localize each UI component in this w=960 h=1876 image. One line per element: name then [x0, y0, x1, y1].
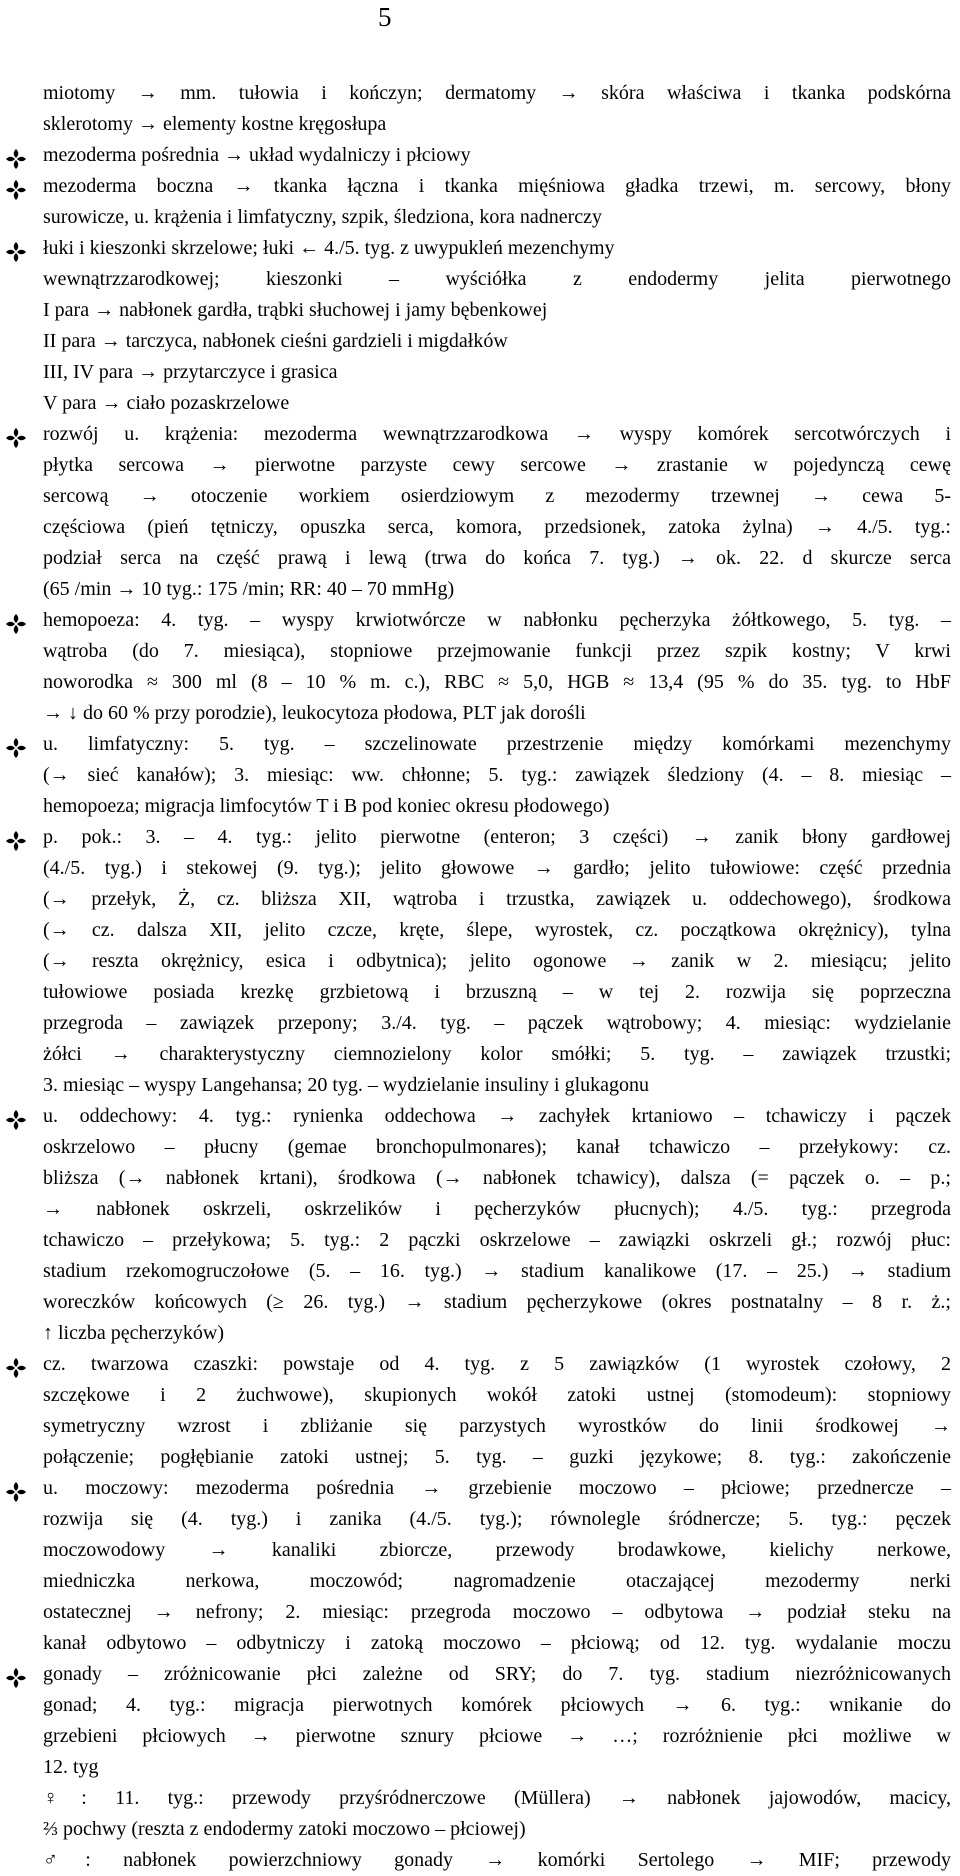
line-text: płytka sercowa → pierwotne parzyste cewy sercowe → zrastanie w pojedynczą cewę	[43, 454, 951, 476]
line-text: III, IV para → przytarczyce i grasica	[43, 361, 338, 383]
text-line	[0, 1039, 951, 1070]
line-text: przegroda – zawiązek przepony; 3./4. tyg. – pączek wątrobowy; 4. miesiąc: wydzielanie	[43, 1012, 951, 1034]
text-line	[0, 977, 951, 1008]
text-line	[0, 481, 951, 512]
line-text: rozwija się (4. tyg.) i zanika (4./5. tyg.); równolegle śródnercze; 5. tyg.: pęczek	[43, 1508, 951, 1530]
text-line	[0, 1659, 951, 1690]
text-line	[0, 1504, 951, 1535]
text-line	[0, 667, 951, 698]
text-line	[0, 1194, 951, 1225]
text-line	[0, 357, 960, 388]
line-text: (→ cz. dalsza XII, jelito czcze, kręte, ślepe, wyrostek, cz. początkowa okrężnicy), tylna	[43, 919, 951, 941]
text-line	[0, 791, 960, 822]
text-line	[0, 574, 960, 605]
diamond-bullet-icon	[5, 427, 27, 449]
line-text: V para → ciało pozaskrzelowe	[43, 392, 290, 414]
line-text: → ↓ do 60 % przy porodzie), leukocytoza płodowa, PLT jak dorośli	[43, 702, 586, 724]
text-line	[0, 1597, 951, 1628]
diamond-bullet-icon	[5, 1667, 27, 1689]
text-line	[0, 233, 960, 264]
diamond-bullet-icon	[5, 1357, 27, 1379]
text-line	[0, 109, 960, 140]
text-line	[0, 419, 951, 450]
line-text: 12. tyg	[43, 1756, 99, 1778]
text-line	[0, 1442, 951, 1473]
line-text: mezoderma pośrednia → układ wydalniczy i płciowy	[43, 144, 471, 166]
line-text: żółci → charakterystyczny ciemnozielony kolor smółki; 5. tyg. – zawiązek trzustki;	[43, 1043, 951, 1065]
page-number: 5	[378, 2, 392, 32]
text-line	[0, 1349, 951, 1380]
diamond-bullet-icon	[5, 613, 27, 635]
text-line	[0, 1752, 960, 1783]
text-line	[0, 946, 951, 977]
text-line	[0, 1287, 951, 1318]
line-text: wątroba (do 7. miesiąca), stopniowe przejmowanie funkcji przez szpik kostny; V krwi	[43, 640, 951, 662]
line-text: ♀: 11. tyg.: przewody przyśródnerczowe (Müllera) → nabłonek jajowodów, macicy,	[43, 1787, 951, 1809]
text-line	[0, 1814, 960, 1845]
line-text: łuki i kieszonki skrzelowe; łuki ← 4./5. tyg. z uwypukleń mezenchymy	[43, 237, 615, 259]
text-line	[0, 698, 960, 729]
line-text: I para → nabłonek gardła, trąbki słuchowej i jamy bębenkowej	[43, 299, 548, 321]
text-line	[0, 1225, 951, 1256]
line-text: symetryczny wzrost i zbliżanie się parzystych wyrostków do linii środkowej →	[43, 1415, 951, 1437]
line-text: p. pok.: 3. – 4. tyg.: jelito pierwotne (enteron; 3 części) → zanik błony gardłowej	[43, 826, 951, 848]
text-line	[0, 1721, 951, 1752]
line-text: 3. miesiąc – wyspy Langehansa; 20 tyg. – wydzielanie insuliny i glukagonu	[43, 1074, 649, 1096]
text-line	[0, 1628, 951, 1659]
text-line	[0, 326, 960, 357]
line-text: miotomy → mm. tułowia i kończyn; dermatomy → skóra właściwa i tkanka podskórna	[43, 82, 951, 104]
line-text: gonady – zróżnicowanie płci zależne od SRY; do 7. tyg. stadium niezróżnicowanych	[43, 1663, 951, 1685]
diamond-bullet-icon	[5, 830, 27, 852]
text-line	[0, 388, 960, 419]
text-line	[0, 264, 951, 295]
line-text: moczowodowy → kanaliki zbiorcze, przewody brodawkowe, kielichy nerkowe,	[43, 1539, 951, 1561]
diamond-bullet-icon	[5, 148, 27, 170]
text-line	[0, 1690, 951, 1721]
line-text: szczękowe i 2 żuchwowe), skupionych wokół zatoki ustnej (stomodeum): stopniowy	[43, 1384, 951, 1406]
text-line	[0, 822, 951, 853]
line-text: grzebieni płciowych → pierwotne sznury płciowe → …; rozróżnienie płci możliwe w	[43, 1725, 951, 1747]
line-text: noworodka ≈ 300 ml (8 – 10 % m. c.), RBC ≈ 5,0, HGB ≈ 13,4 (95 % do 35. tyg. to HbF	[43, 671, 951, 693]
text-line	[0, 140, 960, 171]
line-text: surowicze, u. krążenia i limfatyczny, szpik, śledziona, kora nadnerczy	[43, 206, 603, 228]
text-line	[0, 543, 951, 574]
text-line	[0, 1566, 951, 1597]
line-text: u. oddechowy: 4. tyg.: rynienka oddechowa → zachyłek krtaniowo – tchawiczy i pączek	[43, 1105, 951, 1127]
line-text: sercową → otoczenie workiem osierdziowym z mezodermy trzewnej → cewa 5-	[43, 485, 951, 507]
line-text: miedniczka nerkowa, moczowód; nagromadzenie otaczającej mezodermy nerki	[43, 1570, 951, 1592]
text-line	[0, 1101, 951, 1132]
text-line	[0, 760, 951, 791]
line-text: (4./5. tyg.) i stekowej (9. tyg.); jelito głowowe → gardło; jelito tułowiowe: część przednia	[43, 857, 951, 879]
text-line	[0, 171, 951, 202]
text-line	[0, 915, 951, 946]
diamond-bullet-icon	[5, 1481, 27, 1503]
text-line	[0, 605, 951, 636]
diamond-bullet-icon	[5, 241, 27, 263]
text-line	[0, 512, 951, 543]
line-text: hemopoeza: 4. tyg. – wyspy krwiotwórcze w nabłonku pęcherzyka żółtkowego, 5. tyg. –	[43, 609, 951, 631]
text-line	[0, 853, 951, 884]
text-line	[0, 884, 951, 915]
line-text: rozwój u. krążenia: mezoderma wewnątrzzarodkowa → wyspy komórek sercotwórczych i	[43, 423, 951, 445]
line-text: → nabłonek oskrzeli, oskrzelików i pęcherzyków płucnych); 4./5. tyg.: przegroda	[43, 1198, 951, 1220]
diamond-bullet-icon	[5, 1109, 27, 1131]
text-line	[0, 1411, 951, 1442]
line-text: (65 /min → 10 tyg.: 175 /min; RR: 40 – 70 mmHg)	[43, 578, 455, 600]
text-line	[0, 636, 951, 667]
line-text: sklerotomy → elementy kostne kręgosłupa	[43, 113, 387, 135]
line-text: wewnątrzzarodkowej; kieszonki – wyściółka z endodermy jelita pierwotnego	[43, 268, 951, 290]
line-text: hemopoeza; migracja limfocytów T i B pod koniec okresu płodowego)	[43, 795, 610, 817]
line-text: (→ reszta okrężnicy, esica i odbytnica); jelito ogonowe → zanik w 2. miesiącu; jelito	[43, 950, 951, 972]
line-text: (→ sieć kanałów); 3. miesiąc: ww. chłonne; 5. tyg.: zawiązek śledziony (4. – 8. miesiąc –	[43, 764, 951, 786]
text-line	[0, 1070, 960, 1101]
text-line	[0, 729, 951, 760]
line-text: tchawiczo – przełykowa; 5. tyg.: 2 pączki oskrzelowe – zawiązki oskrzeli gł.; rozwój płuc:	[43, 1229, 951, 1251]
line-text: (→ przełyk, Ż, cz. bliższa XII, wątroba i trzustka, zawiązek u. oddechowego), środkowa	[43, 888, 951, 910]
line-text: mezoderma boczna → tkanka łączna i tkanka mięśniowa gładka trzewi, m. sercowy, błony	[43, 175, 951, 197]
text-line	[0, 78, 951, 109]
line-text: woreczków końcowych (≥ 26. tyg.) → stadium pęcherzykowe (okres postnatalny – 8 r. ż.;	[43, 1291, 951, 1313]
line-text: połączenie; pogłębianie zatoki ustnej; 5. tyg. – guzki językowe; 8. tyg.: zakończenie	[43, 1446, 951, 1468]
line-text: częściowa (pień tętniczy, opuszka serca, komora, przedsionek, zatoka żylna) → 4./5. tyg.:	[43, 516, 951, 538]
text-line	[0, 1318, 960, 1349]
text-line	[0, 1535, 951, 1566]
text-line	[0, 202, 960, 233]
text-line	[0, 1380, 951, 1411]
line-text: kanał odbytowo – odbytniczy i zatoką moczowo – płciową; od 12. tyg. wydalanie moczu	[43, 1632, 951, 1654]
line-text: stadium rzekomogruczołowe (5. – 16. tyg.) → stadium kanalikowe (17. – 25.) → stadium	[43, 1260, 951, 1282]
line-text: ↑ liczba pęcherzyków)	[43, 1322, 225, 1344]
diamond-bullet-icon	[5, 737, 27, 759]
text-line	[0, 1473, 951, 1504]
text-line	[0, 295, 960, 326]
line-text: u. moczowy: mezoderma pośrednia → grzebienie moczowo – płciowe; przednercze –	[43, 1477, 951, 1499]
text-line	[0, 1163, 951, 1194]
text-line	[0, 450, 951, 481]
document-body	[0, 78, 960, 1876]
line-text: ostatecznej → nefrony; 2. miesiąc: przegroda moczowo – odbytowa → podział steku na	[43, 1601, 951, 1623]
line-text: ⅔ pochwy (reszta z endodermy zatoki moczowo – płciowej)	[43, 1818, 526, 1840]
line-text: bliższa (→ nabłonek krtani), środkowa (→ nabłonek tchawicy), dalsza (= pączek o. – p.;	[43, 1167, 951, 1189]
text-line	[0, 1845, 951, 1876]
line-text: podział serca na część prawą i lewą (trwa do końca 7. tyg.) → ok. 22. d skurcze serca	[43, 547, 951, 569]
line-text: u. limfatyczny: 5. tyg. – szczelinowate przestrzenie między komórkami mezenchymy	[43, 733, 951, 755]
line-text: gonad; 4. tyg.: migracja pierwotnych komórek płciowych → 6. tyg.: wnikanie do	[43, 1694, 951, 1716]
diamond-bullet-icon	[5, 179, 27, 201]
text-line	[0, 1256, 951, 1287]
text-line	[0, 1132, 951, 1163]
line-text: oskrzelowo – płucny (gemae bronchopulmonares); kanał tchawiczo – przełykowy: cz.	[43, 1136, 951, 1158]
line-text: tułowiowe posiada krezkę grzbietową i brzuszną – w tej 2. rozwija się poprzeczna	[43, 981, 951, 1003]
text-line	[0, 1783, 951, 1814]
line-text: II para → tarczyca, nabłonek cieśni gardzieli i migdałków	[43, 330, 508, 352]
text-line	[0, 1008, 951, 1039]
line-text: ♂: nabłonek powierzchniowy gonady → komórki Sertolego → MIF; przewody	[43, 1849, 951, 1871]
line-text: cz. twarzowa czaszki: powstaje od 4. tyg. z 5 zawiązków (1 wyrostek czołowy, 2	[43, 1353, 951, 1375]
